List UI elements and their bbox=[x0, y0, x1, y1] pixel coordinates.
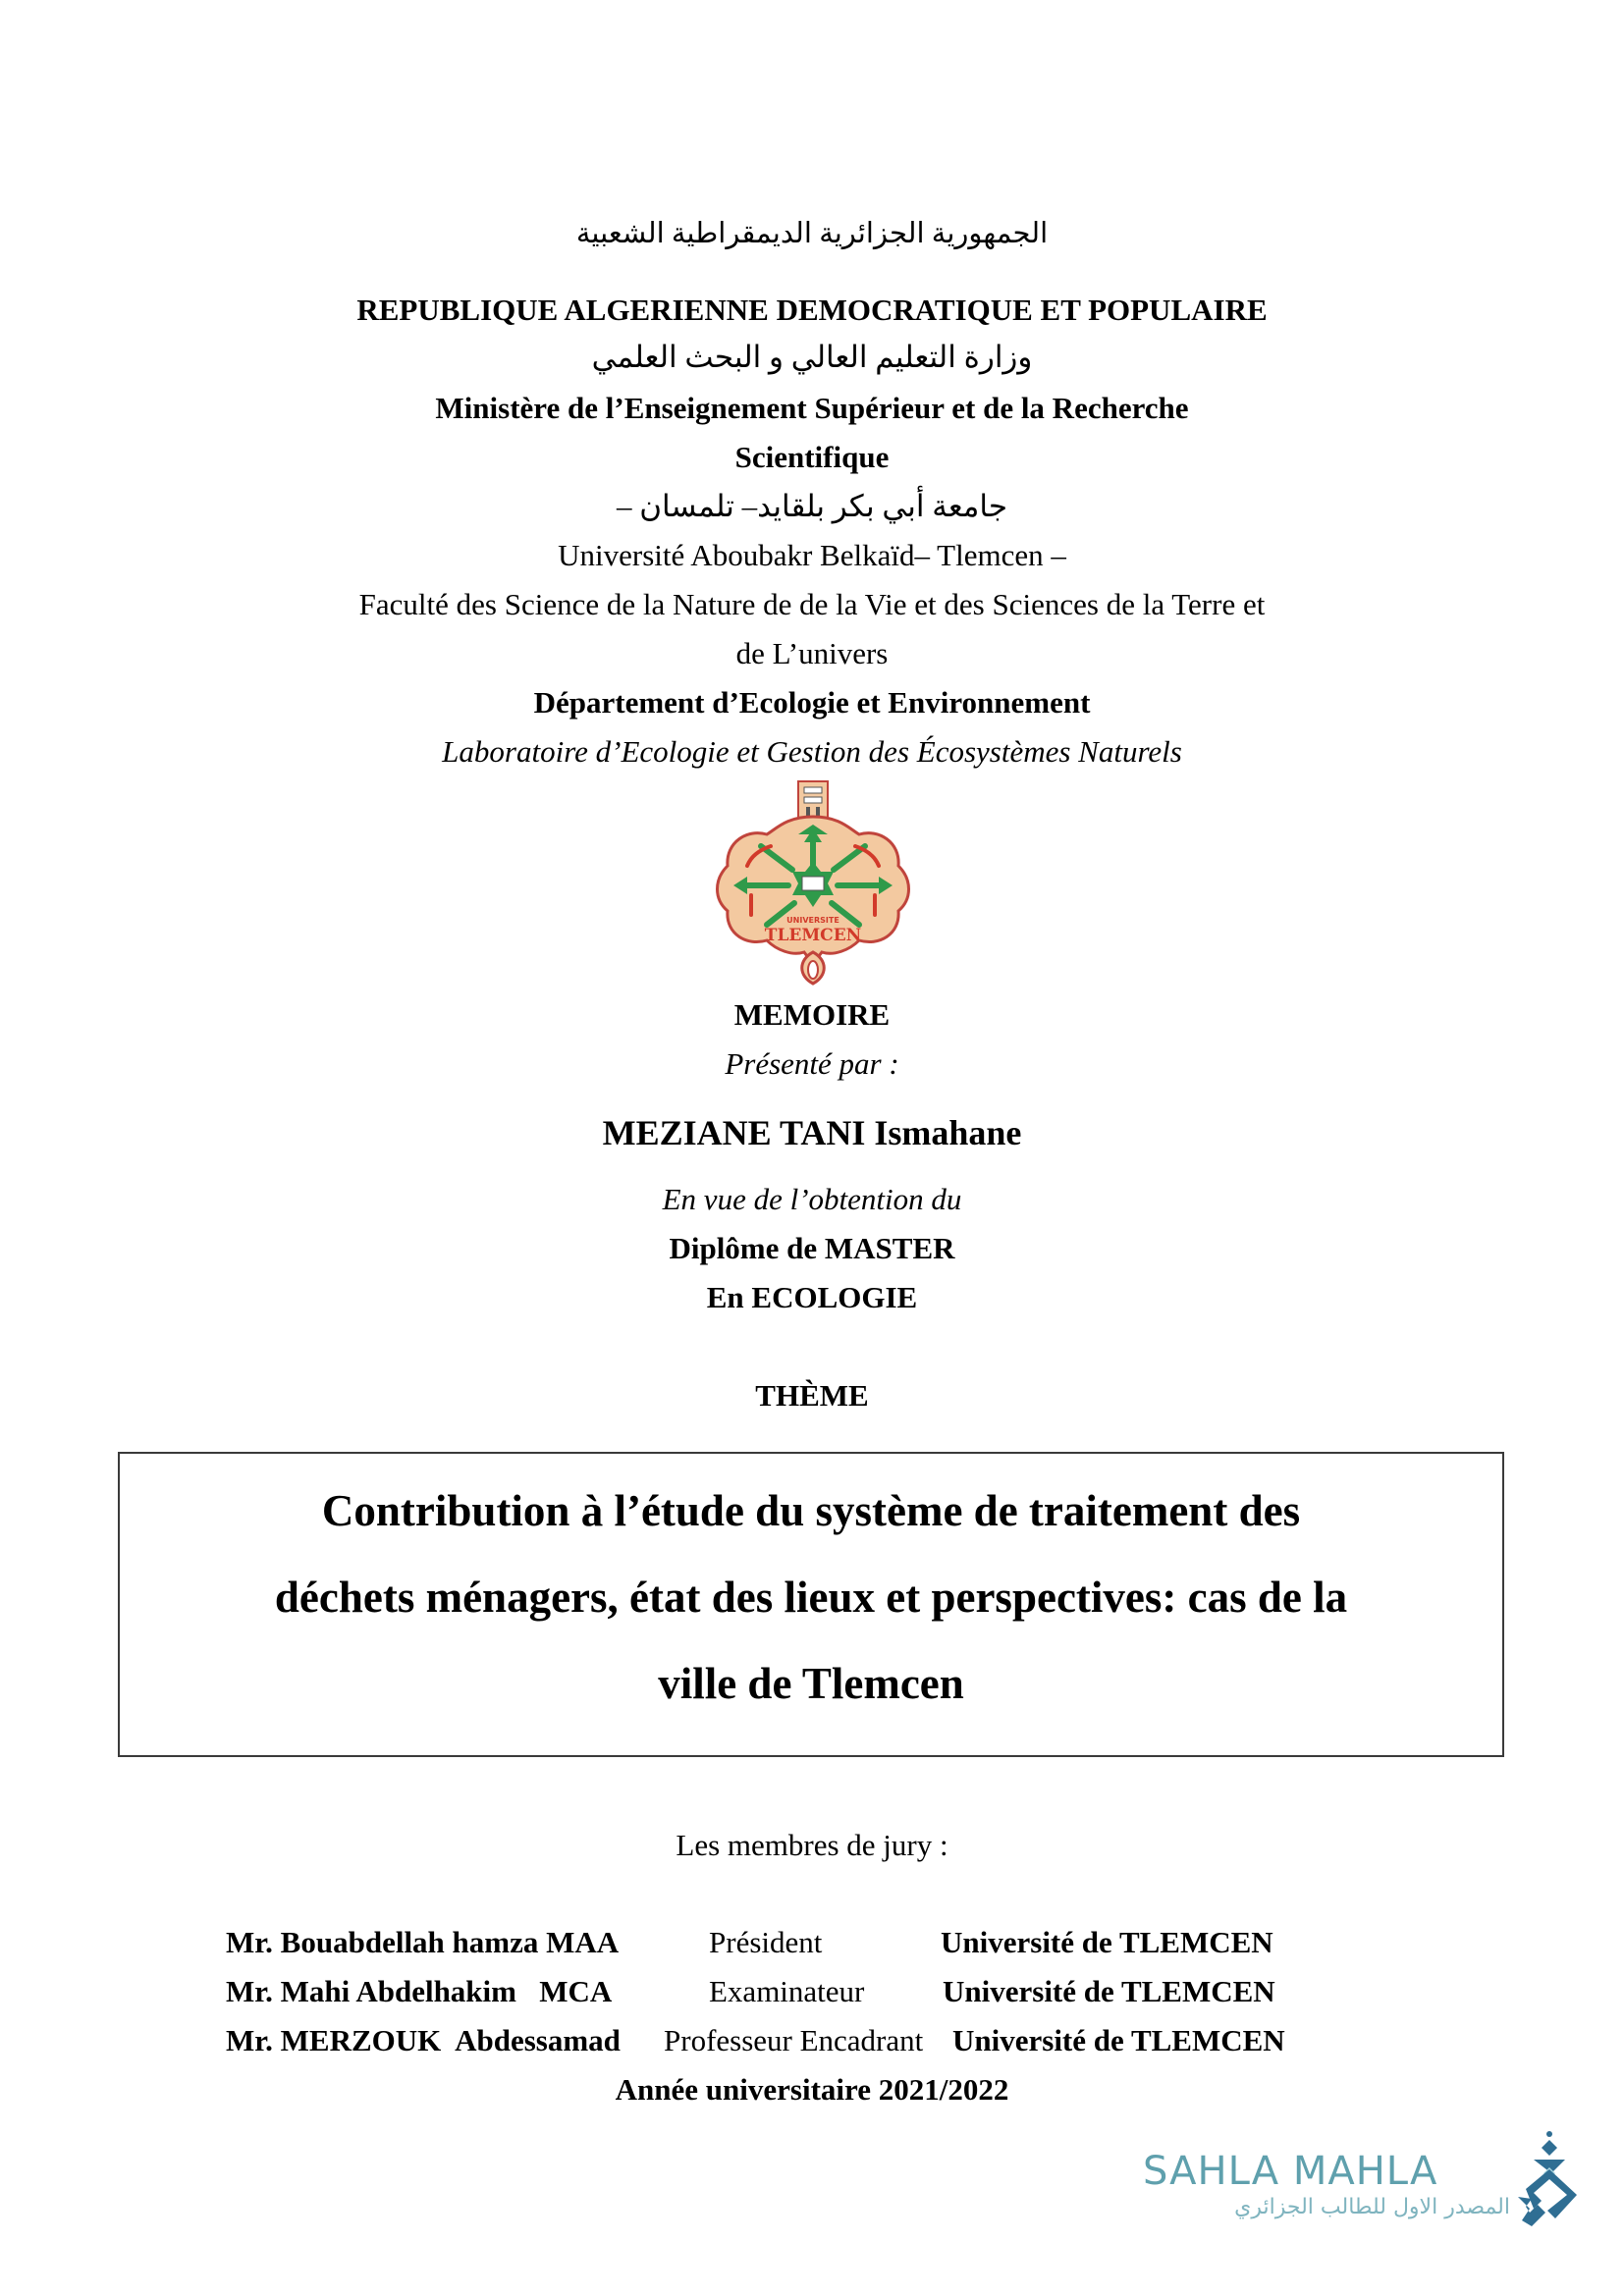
svg-text:UNIVERSITE: UNIVERSITE bbox=[786, 916, 839, 925]
watermark-title: SAHLA MAHLA bbox=[1143, 2149, 1438, 2194]
speciality-name: En ECOLOGIE bbox=[706, 1280, 918, 1314]
faculty-name-line1: Faculté des Science de la Nature de de la Vie et des Sciences de la Terre et bbox=[358, 587, 1266, 621]
jury-member-name: Mr. MERZOUK Abdessamad bbox=[226, 2023, 621, 2057]
arabic-republic-title: الجمهورية الجزائرية الديمقراطية الشعبية bbox=[575, 218, 1049, 249]
arabic-university-name: جامعة أبي بكر بلقايد– تلمسان – bbox=[616, 489, 1008, 523]
theme-title-line2: déchets ménagers, état des lieux et perspectives: cas de la bbox=[274, 1573, 1348, 1622]
watermark-subtitle: المصدر الاول للطالب الجزائري bbox=[1234, 2195, 1510, 2219]
jury-member-institution: Université de TLEMCEN bbox=[941, 1925, 1273, 1959]
laboratory-name: Laboratoire d’Ecologie et Gestion des Écosystèmes Naturels bbox=[442, 734, 1182, 769]
jury-member-row bbox=[0, 2025, 1624, 2060]
theme-title-line3: ville de Tlemcen bbox=[658, 1659, 964, 1708]
jury-member-role: Professeur Encadrant bbox=[664, 2023, 924, 2057]
theme-title-line1: Contribution à l’étude du système de traitement des bbox=[321, 1486, 1301, 1535]
theme-label: THÈME bbox=[755, 1378, 869, 1413]
jury-member-role: Examinateur bbox=[709, 1974, 865, 2008]
author-name: MEZIANE TANI Ismahane bbox=[602, 1113, 1022, 1152]
jury-heading: Les membres de jury : bbox=[676, 1828, 948, 1862]
university-tlemcen-emblem-icon bbox=[712, 777, 914, 986]
svg-text:TLEMCEN: TLEMCEN bbox=[764, 926, 862, 945]
jury-member-name: Mr. Bouabdellah hamza MAA bbox=[226, 1925, 620, 1959]
ministry-title-line2: Scientifique bbox=[734, 440, 890, 474]
diploma-name: Diplôme de MASTER bbox=[669, 1231, 955, 1265]
ministry-title-line1: Ministère de l’Enseignement Supérieur et de la Recherche bbox=[435, 391, 1189, 425]
jury-member-row bbox=[0, 1927, 1624, 1962]
jury-member-institution: Université de TLEMCEN bbox=[952, 2023, 1285, 2057]
arabic-ministry-title: وزارة التعليم العالي و البحث العلمي bbox=[591, 340, 1033, 374]
faculty-name-line2: de L’univers bbox=[735, 636, 889, 670]
presented-by-label: Présenté par : bbox=[725, 1046, 899, 1081]
jury-member-name: Mr. Mahi Abdelhakim MCA bbox=[226, 1974, 613, 2008]
jury-member-row bbox=[0, 1976, 1624, 2011]
memoire-title: MEMOIRE bbox=[733, 997, 891, 1032]
academic-year: Année universitaire 2021/2022 bbox=[615, 2072, 1009, 2107]
university-name: Université Aboubakr Belkaïd– Tlemcen – bbox=[558, 538, 1066, 572]
sahla-mahla-calligraphy-icon bbox=[1512, 2130, 1591, 2228]
republic-title: REPUBLIQUE ALGERIENNE DEMOCRATIQUE ET POPULAIRE bbox=[356, 293, 1268, 327]
obtention-label: En vue de l’obtention du bbox=[662, 1182, 962, 1216]
jury-member-institution: Université de TLEMCEN bbox=[943, 1974, 1275, 2008]
sahla-mahla-watermark bbox=[1129, 2140, 1600, 2238]
department-name: Département d’Ecologie et Environnement bbox=[533, 685, 1091, 720]
jury-member-role: Président bbox=[709, 1925, 823, 1959]
theme-title-box bbox=[118, 1452, 1504, 1757]
